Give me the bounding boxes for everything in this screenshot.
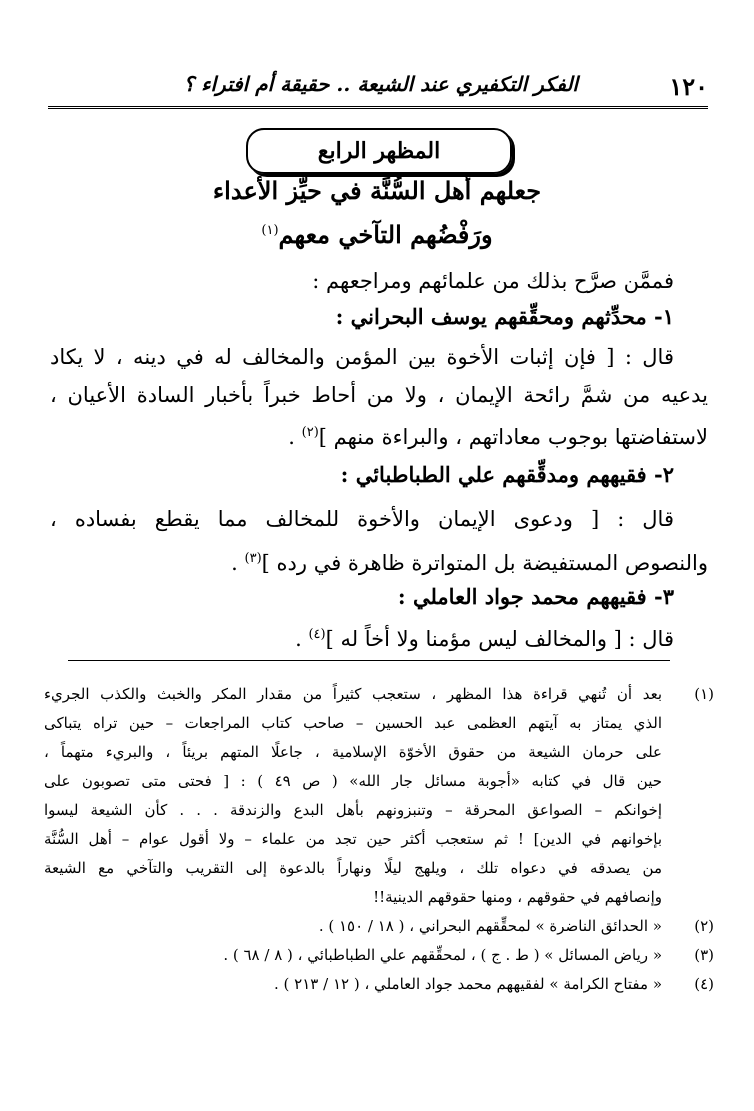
footnote-4-number: (٤)	[694, 975, 714, 993]
item3-line-1-text: قال : [ والمخالف ليس مؤمنا ولا أخاً له ]	[325, 627, 674, 651]
running-header	[48, 70, 708, 106]
item3-heading: ٣- فقيههم محمد جواد العاملي :	[397, 584, 674, 609]
footnote-1-line: من يصدقه في دعواه تلك ، ويلهج ليلًا ونهاراً بالدعوة إلى التقريب والتآخي مع الشيعة	[44, 859, 662, 877]
header-divider	[48, 106, 708, 109]
footnote-1-line: وإنصافهم في حقوقهم ، ومنها حقوقهم الدينية!!	[373, 888, 662, 906]
section-title-box	[246, 128, 512, 174]
running-title: الفكر التكفيري عند الشيعة .. حقيقة أم افتراء ؟	[183, 72, 578, 96]
footnotes	[44, 680, 714, 999]
footnote-1-line	[44, 680, 714, 709]
item2-line-2	[50, 544, 708, 578]
item1-line-1: قال : [ فإن إثبات الأخوة بين المؤمن والمخالف له في دينه ، لا يكاد	[50, 345, 674, 369]
item2-heading: ٢- فقيههم ومدقِّقهم علي الطباطبائي :	[340, 462, 674, 487]
footnote-3-text: « رياض المسائل » ( ط . ج ) ، لمحقِّقهم علي الطباطبائي ، ( ٨ / ٦٨ ) .	[223, 946, 662, 964]
section-title: المظهر الرابع	[317, 138, 441, 164]
item2-line-1: قال : [ ودعوى الإيمان والأخوة للمخالف مما يقطع بفساده ،	[50, 507, 674, 531]
footnote-2-text: « الحدائق الناضرة » لمحقِّقهم البحراني ، ( ١٨ / ١٥٠ ) .	[318, 917, 662, 935]
footnote-2	[44, 912, 714, 941]
item2-line-2-end: .	[231, 551, 245, 575]
headline-2-text: ورَفْضُهم التآخي معهم	[278, 220, 493, 249]
footnote-1-number: (١)	[694, 685, 714, 703]
footnote-1-line: على حرمان الشيعة من حقوق الأخوّة الإسلامية ، جاعلًا المتهم بريئاً ، والبريء متهماً ،	[44, 743, 662, 761]
item2-line-2-text: والنصوص المستفيضة بل المتواترة ظاهرة في رده ]	[261, 551, 708, 575]
footnote-1-line: الذي يمتاز به آيتهم العظمى عبد الحسين – صاحب كتاب المراجعات – حين تراه يتباكى	[44, 714, 662, 732]
item3-line-1	[50, 620, 674, 654]
item1-line-3-end: .	[288, 425, 302, 449]
footnote-ref-4[interactable]: (٤)	[308, 627, 326, 642]
item3-line-1-end: .	[295, 627, 309, 651]
footnote-2-number: (٢)	[694, 917, 714, 935]
footnote-4	[44, 970, 714, 999]
footnote-ref-3[interactable]: (٣)	[244, 551, 262, 566]
item1-line-3	[50, 418, 708, 452]
page-number: ١٢٠	[669, 72, 708, 101]
footnote-3	[44, 941, 714, 970]
footnote-1-line: بإخوانهم في الدين] ! ثم ستعجب أكثر حين تجد من علماء – ولا أقول عوام – أهل السُّنَّة	[44, 830, 662, 848]
headline-1: جعلهم أهل السُّنَّة في حيِّز الأعداء	[212, 176, 542, 205]
footnote-1-line: حين قال في كتابه «أجوبة مسائل جار الله» ( ص ٤٩ ) : [ فحتى متى تصوبون على	[44, 772, 663, 790]
intro-line: فممَّن صرَّح بذلك من علمائهم ومراجعهم :	[312, 269, 674, 293]
footnote-4-text: « مفتاح الكرامة » لفقيههم محمد جواد العاملي ، ( ١٢ / ٢١٣ ) .	[274, 975, 662, 993]
footnote-3-number: (٣)	[694, 946, 714, 964]
headline-2	[60, 220, 694, 249]
footnote-ref-1[interactable]: (١)	[261, 223, 279, 238]
footnote-divider	[68, 660, 670, 661]
item1-line-2: يدعيه من شمَّ رائحة الإيمان ، ولا من أحاط خبراً بأخبار السادة الأعيان ،	[50, 383, 708, 407]
item1-heading: ١- محدِّثهم ومحقِّقهم يوسف البحراني :	[335, 304, 674, 329]
footnote-ref-2[interactable]: (٢)	[301, 425, 319, 440]
item1-line-3-text: لاستفاضتها بوجوب معاداتهم ، والبراءة منهم ]	[318, 425, 708, 449]
footnote-1-text: بعد أن تُنهي قراءة هذا المظهر ، ستعجب كثيراً من مقدار المكر والخبث والكذب الجريء	[44, 685, 662, 703]
footnote-1-line: إخوانكم – الصواعق المحرقة – وتنبزونهم بأهل البدع والزندقة . . . كأن الشيعة ليسوا	[44, 801, 662, 819]
